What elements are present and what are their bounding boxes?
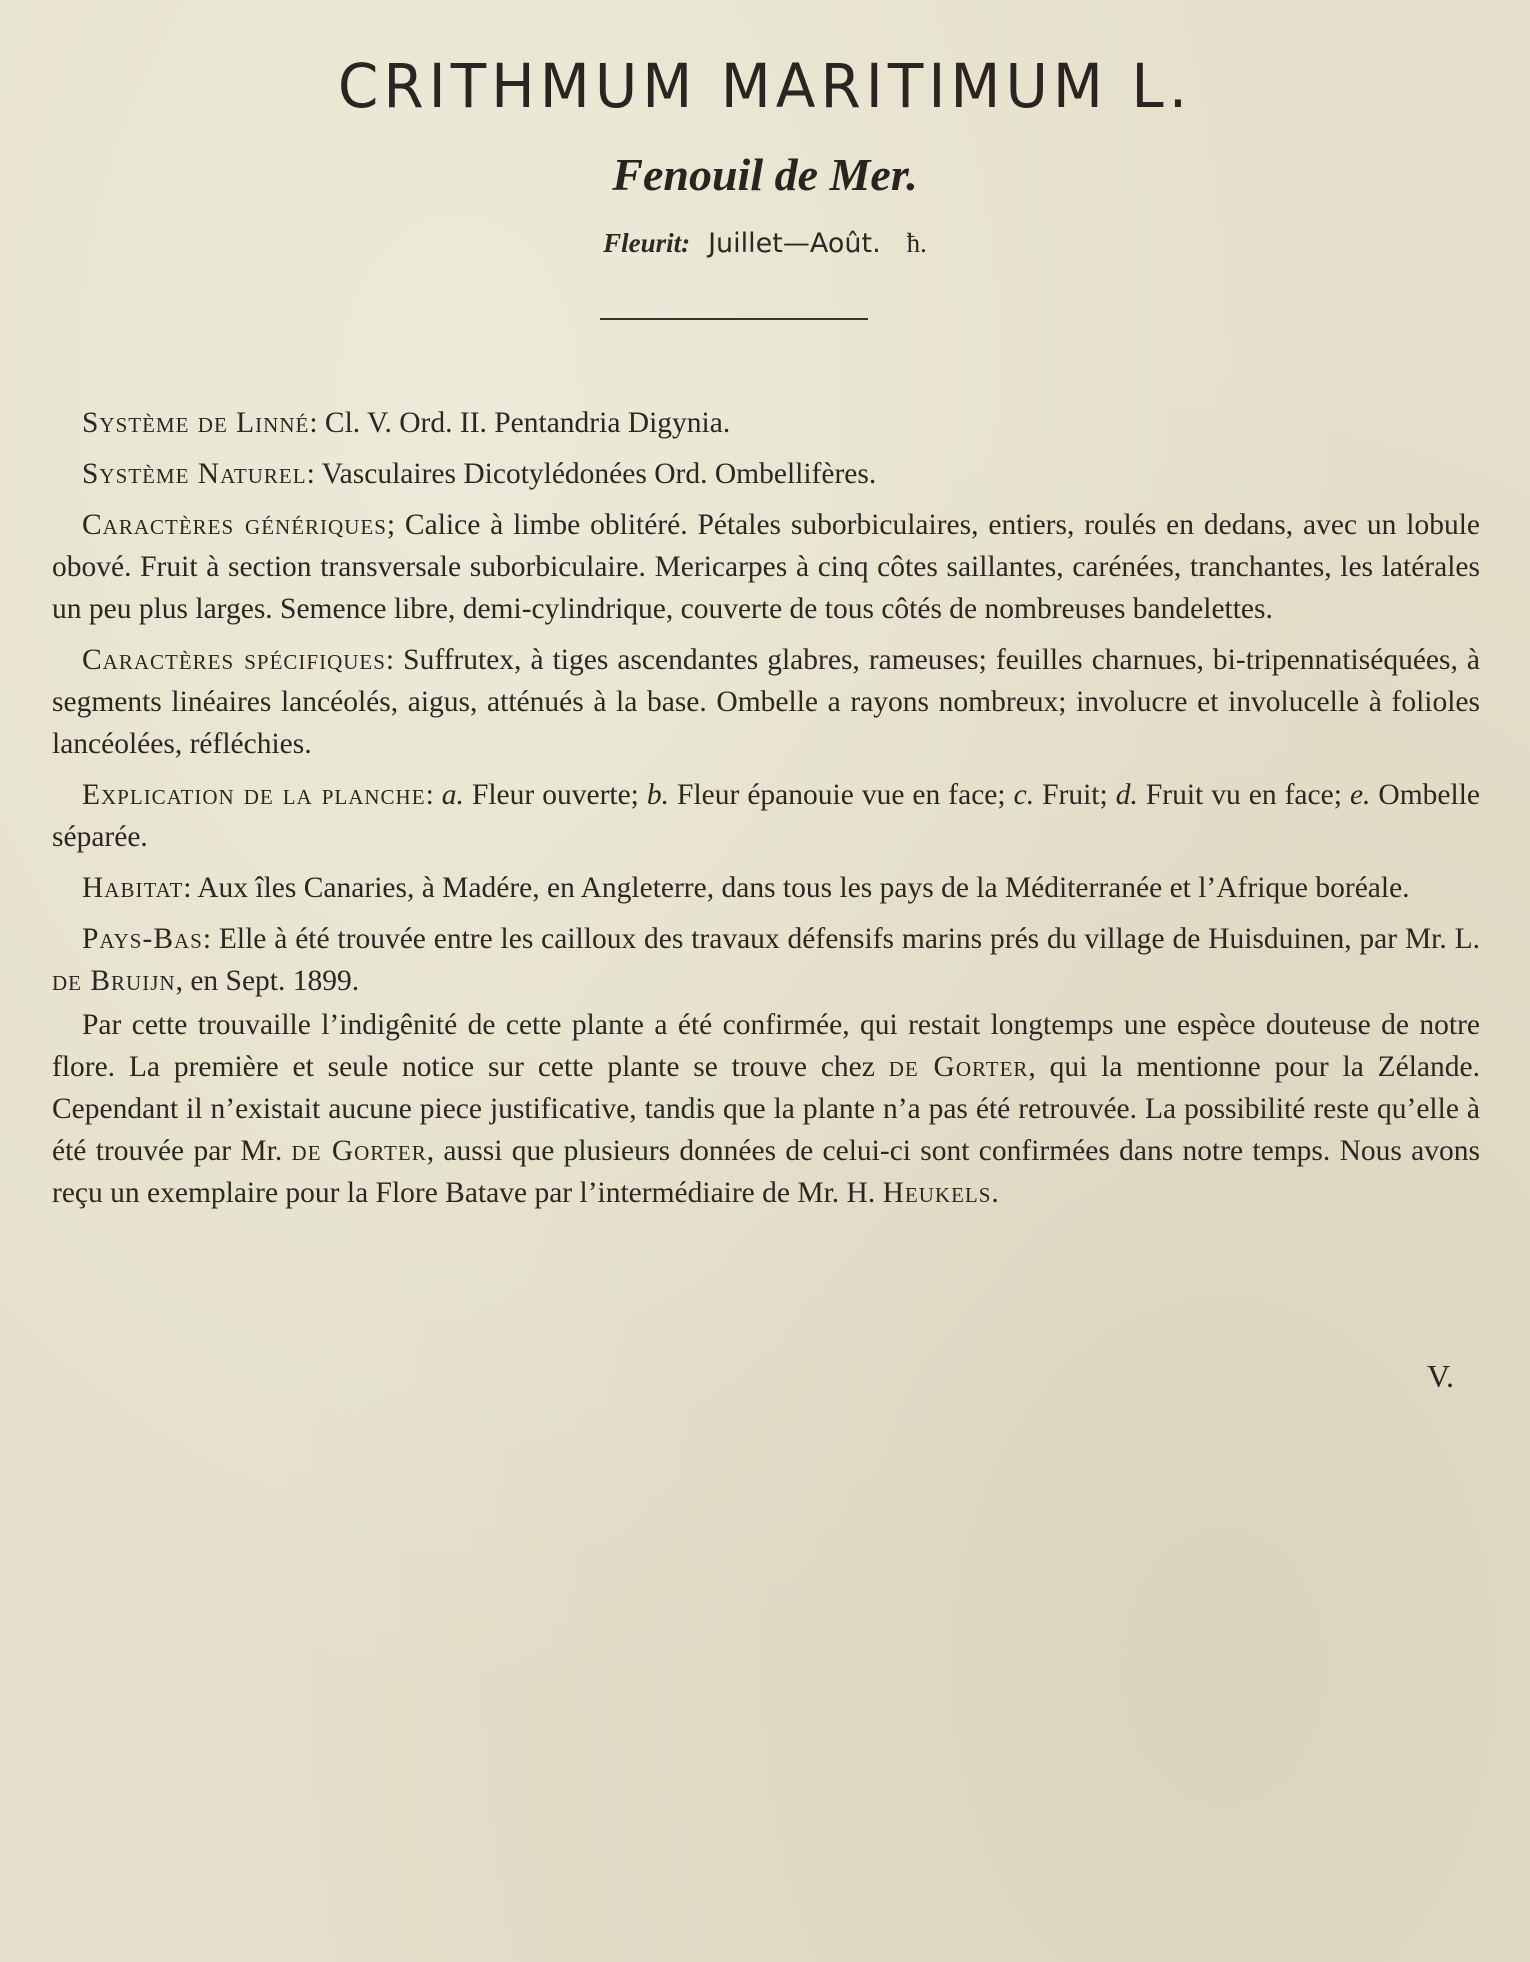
section-naturel [52,453,1480,495]
figure-letter-a: a. [441,779,464,811]
figure-text-e: Ombelle séparée. [52,779,1481,853]
flowering-value: Juillet—Août. [708,228,881,259]
section-text: Cl. V. Ord. II. Pentandria Digynia. [317,407,731,439]
figure-letter-b: b. [646,779,670,811]
section-label: Caractères génériques [82,509,387,541]
section-separator: : [183,872,192,904]
section-separator: : [385,644,395,676]
person-name: de Gorter [888,1051,1029,1083]
section-text: Suffrutex, à tiges ascendantes glabres, rameuses; feuilles charnues, bi-tripennatiséquées, à segments linéaires lancéolés, aigus, atténués à la base. Ombelle a rayons nombreux; involucre et involucelle à folioles lancéolées, réfléchies. [52,644,1480,760]
section-text: . [991,1177,999,1209]
section-label: Système Naturel [82,458,307,490]
person-name: Heukels [882,1177,992,1209]
section-label: Caractères spécifiques [82,644,386,676]
person-name: de Bruijn [52,965,176,997]
section-text: , aussi que plusieurs données de celui-ci sont confirmées dans notre temps. Nous avons reçu un exemplaire pour la Flore Batave par l’intermédiaire de Mr. H. [52,1135,1480,1209]
figure-text-a: Fleur ouverte; [463,779,647,811]
section-separator: : [306,458,315,490]
section-separator: : [425,779,434,811]
section-paysbas [52,918,1480,1002]
flowering-line [0,228,1530,259]
figure-letter-c: c. [1013,779,1035,811]
description-body [52,402,1480,1223]
section-explication [52,774,1480,858]
figure-letter-e: e. [1349,779,1371,811]
flowering-label: Fleurit: [603,228,691,258]
section-habitat [52,867,1480,909]
section-label: Habitat [82,872,184,904]
section-trouvaille [52,1004,1480,1214]
title-divider [600,318,868,320]
section-label: Système de Linné [82,407,310,439]
section-separator: ; [386,509,396,541]
section-text: Aux îles Canaries, à Madére, en Angleterre, dans tous les pays de la Méditerranée et l’Afrique boréale. [191,872,1410,904]
figure-letter-d: d. [1115,779,1138,811]
figure-text-c: Fruit; [1034,779,1116,811]
section-generiques [52,504,1480,630]
section-text: Par cette trouvaille l’indigênité de cette plante a été confirmée, qui restait longtemps une espèce douteuse de notre flore. La première et seule notice sur cette plante se trouve chez [52,1009,1480,1083]
section-label: Explication de la planche [82,779,426,811]
section-text: Vasculaires Dicotylédonées Ord. Ombellifères. [314,458,877,490]
figure-text-b: Fleur épanouie vue en face; [669,779,1014,811]
section-text: , en Sept. 1899. [175,965,360,997]
section-text: Elle à été trouvée entre les cailloux des travaux défensifs marins prés du village de Huisduinen, par Mr. L. [211,923,1480,955]
author-signature: V. [1427,1358,1454,1394]
person-name: de Gorter [291,1135,427,1167]
section-linne [52,402,1480,444]
section-specifiques [52,639,1480,765]
figure-text-d: Fruit vu en face; [1137,779,1350,811]
species-title: CRITHMUM MARITIMUM L. [337,50,1193,122]
common-name: Fenouil de Mer. [612,149,918,200]
shrub-symbol: ħ. [906,228,927,258]
section-label: Pays-Bas [82,923,203,955]
section-separator: : [309,407,318,439]
section-text: , qui la mentionne pour la Zélande. Cependant il n’existait aucune piece justificative, tandis que la plante n’a pas été retrouvée. La possibilité reste qu’elle à été trouvée par Mr. [52,1051,1480,1167]
section-text: Calice à limbe oblitéré. Pétales suborbiculaires, entiers, roulés en dedans, avec un lobule obové. Fruit à section transversale suborbiculaire. Mericarpes à cinq côtes saillantes, carénées, tranchantes, les latérales un peu plus larges. Semence libre, demi-cylindrique, couverte de tous côtés de nombreuses bandelettes. [52,509,1480,625]
section-separator: : [202,923,212,955]
